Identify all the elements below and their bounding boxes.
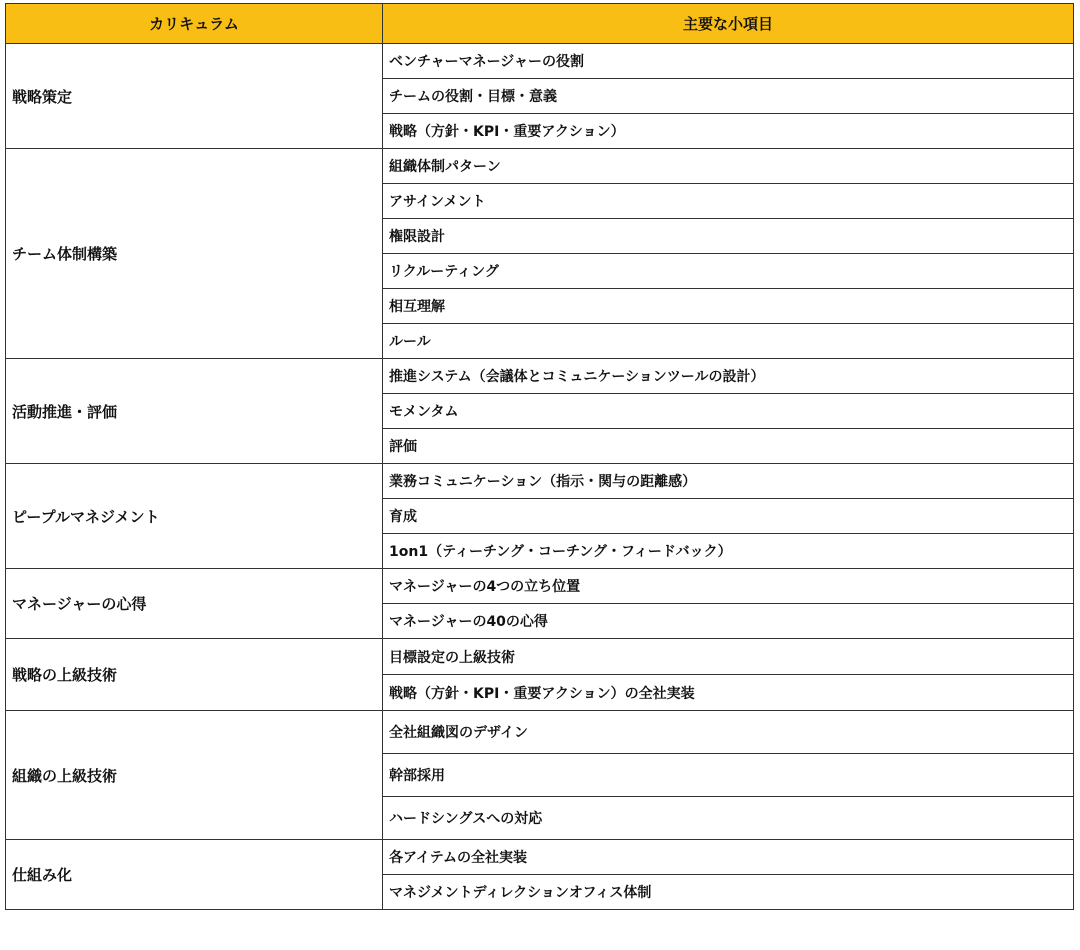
item-cell: 幹部採用 xyxy=(383,754,1074,797)
item-cell: ベンチャーマネージャーの役割 xyxy=(383,44,1074,79)
table-row xyxy=(6,464,1074,499)
item-cell: 戦略（方針・KPI・重要アクション）の全社実装 xyxy=(383,675,1074,711)
curriculum-table-wrapper xyxy=(5,3,1074,910)
item-cell: マネージャーの4つの立ち位置 xyxy=(383,569,1074,604)
header-curriculum: カリキュラム xyxy=(6,4,383,44)
item-cell: 相互理解 xyxy=(383,289,1074,324)
category-cell: 組織の上級技術 xyxy=(6,711,383,840)
category-cell: 活動推進・評価 xyxy=(6,359,383,464)
category-cell: チーム体制構築 xyxy=(6,149,383,359)
category-cell: ピープルマネジメント xyxy=(6,464,383,569)
table-row xyxy=(6,359,1074,394)
item-cell: 組織体制パターン xyxy=(383,149,1074,184)
item-cell: モメンタム xyxy=(383,394,1074,429)
curriculum-table xyxy=(5,3,1074,910)
item-cell: マネージャーの40の心得 xyxy=(383,604,1074,639)
item-cell: 推進システム（会議体とコミュニケーションツールの設計） xyxy=(383,359,1074,394)
table-row xyxy=(6,569,1074,604)
item-cell: 戦略（方針・KPI・重要アクション） xyxy=(383,114,1074,149)
item-cell: 各アイテムの全社実装 xyxy=(383,840,1074,875)
table-row xyxy=(6,711,1074,754)
item-cell: 1on1（ティーチング・コーチング・フィードバック） xyxy=(383,534,1074,569)
table-row xyxy=(6,149,1074,184)
table-row xyxy=(6,44,1074,79)
table-row xyxy=(6,840,1074,875)
item-cell: 業務コミュニケーション（指示・関与の距離感） xyxy=(383,464,1074,499)
item-cell: アサインメント xyxy=(383,184,1074,219)
item-cell: 目標設定の上級技術 xyxy=(383,639,1074,675)
item-cell: マネジメントディレクションオフィス体制 xyxy=(383,875,1074,910)
category-cell: 戦略の上級技術 xyxy=(6,639,383,711)
header-sub-items: 主要な小項目 xyxy=(383,4,1074,44)
item-cell: ルール xyxy=(383,324,1074,359)
item-cell: 全社組織図のデザイン xyxy=(383,711,1074,754)
item-cell: リクルーティング xyxy=(383,254,1074,289)
item-cell: 権限設計 xyxy=(383,219,1074,254)
item-cell: 育成 xyxy=(383,499,1074,534)
category-cell: 戦略策定 xyxy=(6,44,383,149)
header-row xyxy=(6,4,1074,44)
item-cell: 評価 xyxy=(383,429,1074,464)
table-row xyxy=(6,639,1074,675)
item-cell: チームの役割・目標・意義 xyxy=(383,79,1074,114)
category-cell: 仕組み化 xyxy=(6,840,383,910)
category-cell: マネージャーの心得 xyxy=(6,569,383,639)
item-cell: ハードシングスへの対応 xyxy=(383,797,1074,840)
